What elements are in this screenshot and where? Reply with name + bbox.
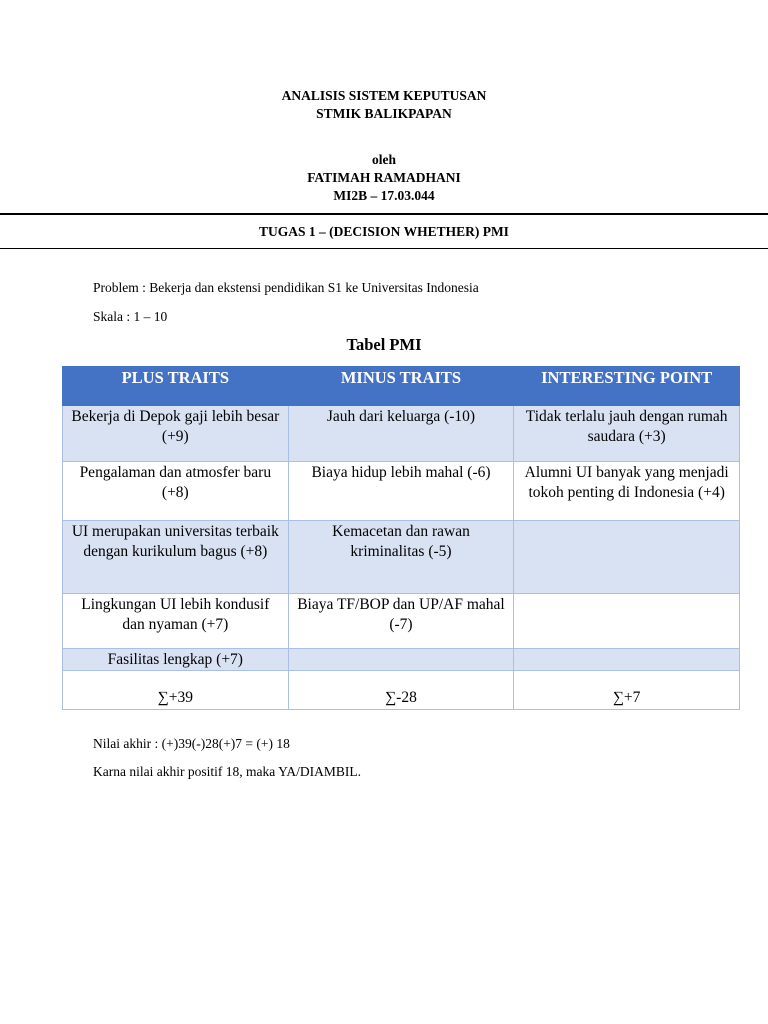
table-cell: Pengalaman dan atmosfer baru (+8) — [63, 462, 289, 521]
table-cell: Alumni UI banyak yang menjadi tokoh penting di Indonesia (+4) — [514, 462, 740, 521]
table-cell: Biaya TF/BOP dan UP/AF mahal (-7) — [288, 594, 514, 649]
pmi-table — [62, 366, 740, 710]
assignment-title: TUGAS 1 – (DECISION WHETHER) PMI — [259, 224, 509, 239]
column-header-minus: MINUS TRAITS — [288, 367, 514, 406]
table-title: Tabel PMI — [346, 335, 422, 354]
conclusion-text: Karna nilai akhir positif 18, maka YA/DIAMBIL. — [93, 764, 361, 779]
table-row — [63, 594, 740, 649]
table-cell: Kemacetan dan rawan kriminalitas (-5) — [288, 521, 514, 594]
table-cell: UI merupakan universitas terbaik dengan kurikulum bagus (+8) — [63, 521, 289, 594]
total-minus: ∑-28 — [288, 671, 514, 710]
table-cell: Jauh dari keluarga (-10) — [288, 406, 514, 462]
author-name: FATIMAH RAMADHANI — [307, 170, 461, 185]
student-id: MI2B – 17.03.044 — [333, 188, 435, 203]
table-cell — [514, 521, 740, 594]
table-cell: Lingkungan UI lebih kondusif dan nyaman (+7) — [63, 594, 289, 649]
table-row — [63, 521, 740, 594]
by-label: oleh — [371, 152, 396, 167]
table-header-row — [63, 367, 740, 406]
table-row — [63, 649, 740, 671]
scale-text: Skala : 1 – 10 — [93, 309, 168, 324]
final-value-text: Nilai akhir : (+)39(-)28(+)7 = (+) 18 — [93, 736, 290, 751]
table-row — [63, 462, 740, 521]
table-cell: Bekerja di Depok gaji lebih besar (+9) — [63, 406, 289, 462]
course-title: ANALISIS SISTEM KEPUTUSAN — [281, 88, 487, 103]
table-cell: Tidak terlalu jauh dengan rumah saudara (+3) — [514, 406, 740, 462]
table-cell: Biaya hidup lebih mahal (-6) — [288, 462, 514, 521]
column-header-plus: PLUS TRAITS — [63, 367, 289, 406]
school-name: STMIK BALIKPAPAN — [316, 106, 452, 121]
problem-text: Problem : Bekerja dan ekstensi pendidikan S1 ke Universitas Indonesia — [93, 280, 479, 295]
table-cell — [514, 594, 740, 649]
totals-row — [63, 671, 740, 710]
bottom-rule — [0, 248, 768, 249]
total-interesting: ∑+7 — [514, 671, 740, 710]
top-rule — [0, 213, 768, 215]
column-header-interesting: INTERESTING POINT — [514, 367, 740, 406]
table-cell — [288, 649, 514, 671]
total-plus: ∑+39 — [63, 671, 289, 710]
table-row — [63, 406, 740, 462]
table-cell — [514, 649, 740, 671]
table-cell: Fasilitas lengkap (+7) — [63, 649, 289, 671]
